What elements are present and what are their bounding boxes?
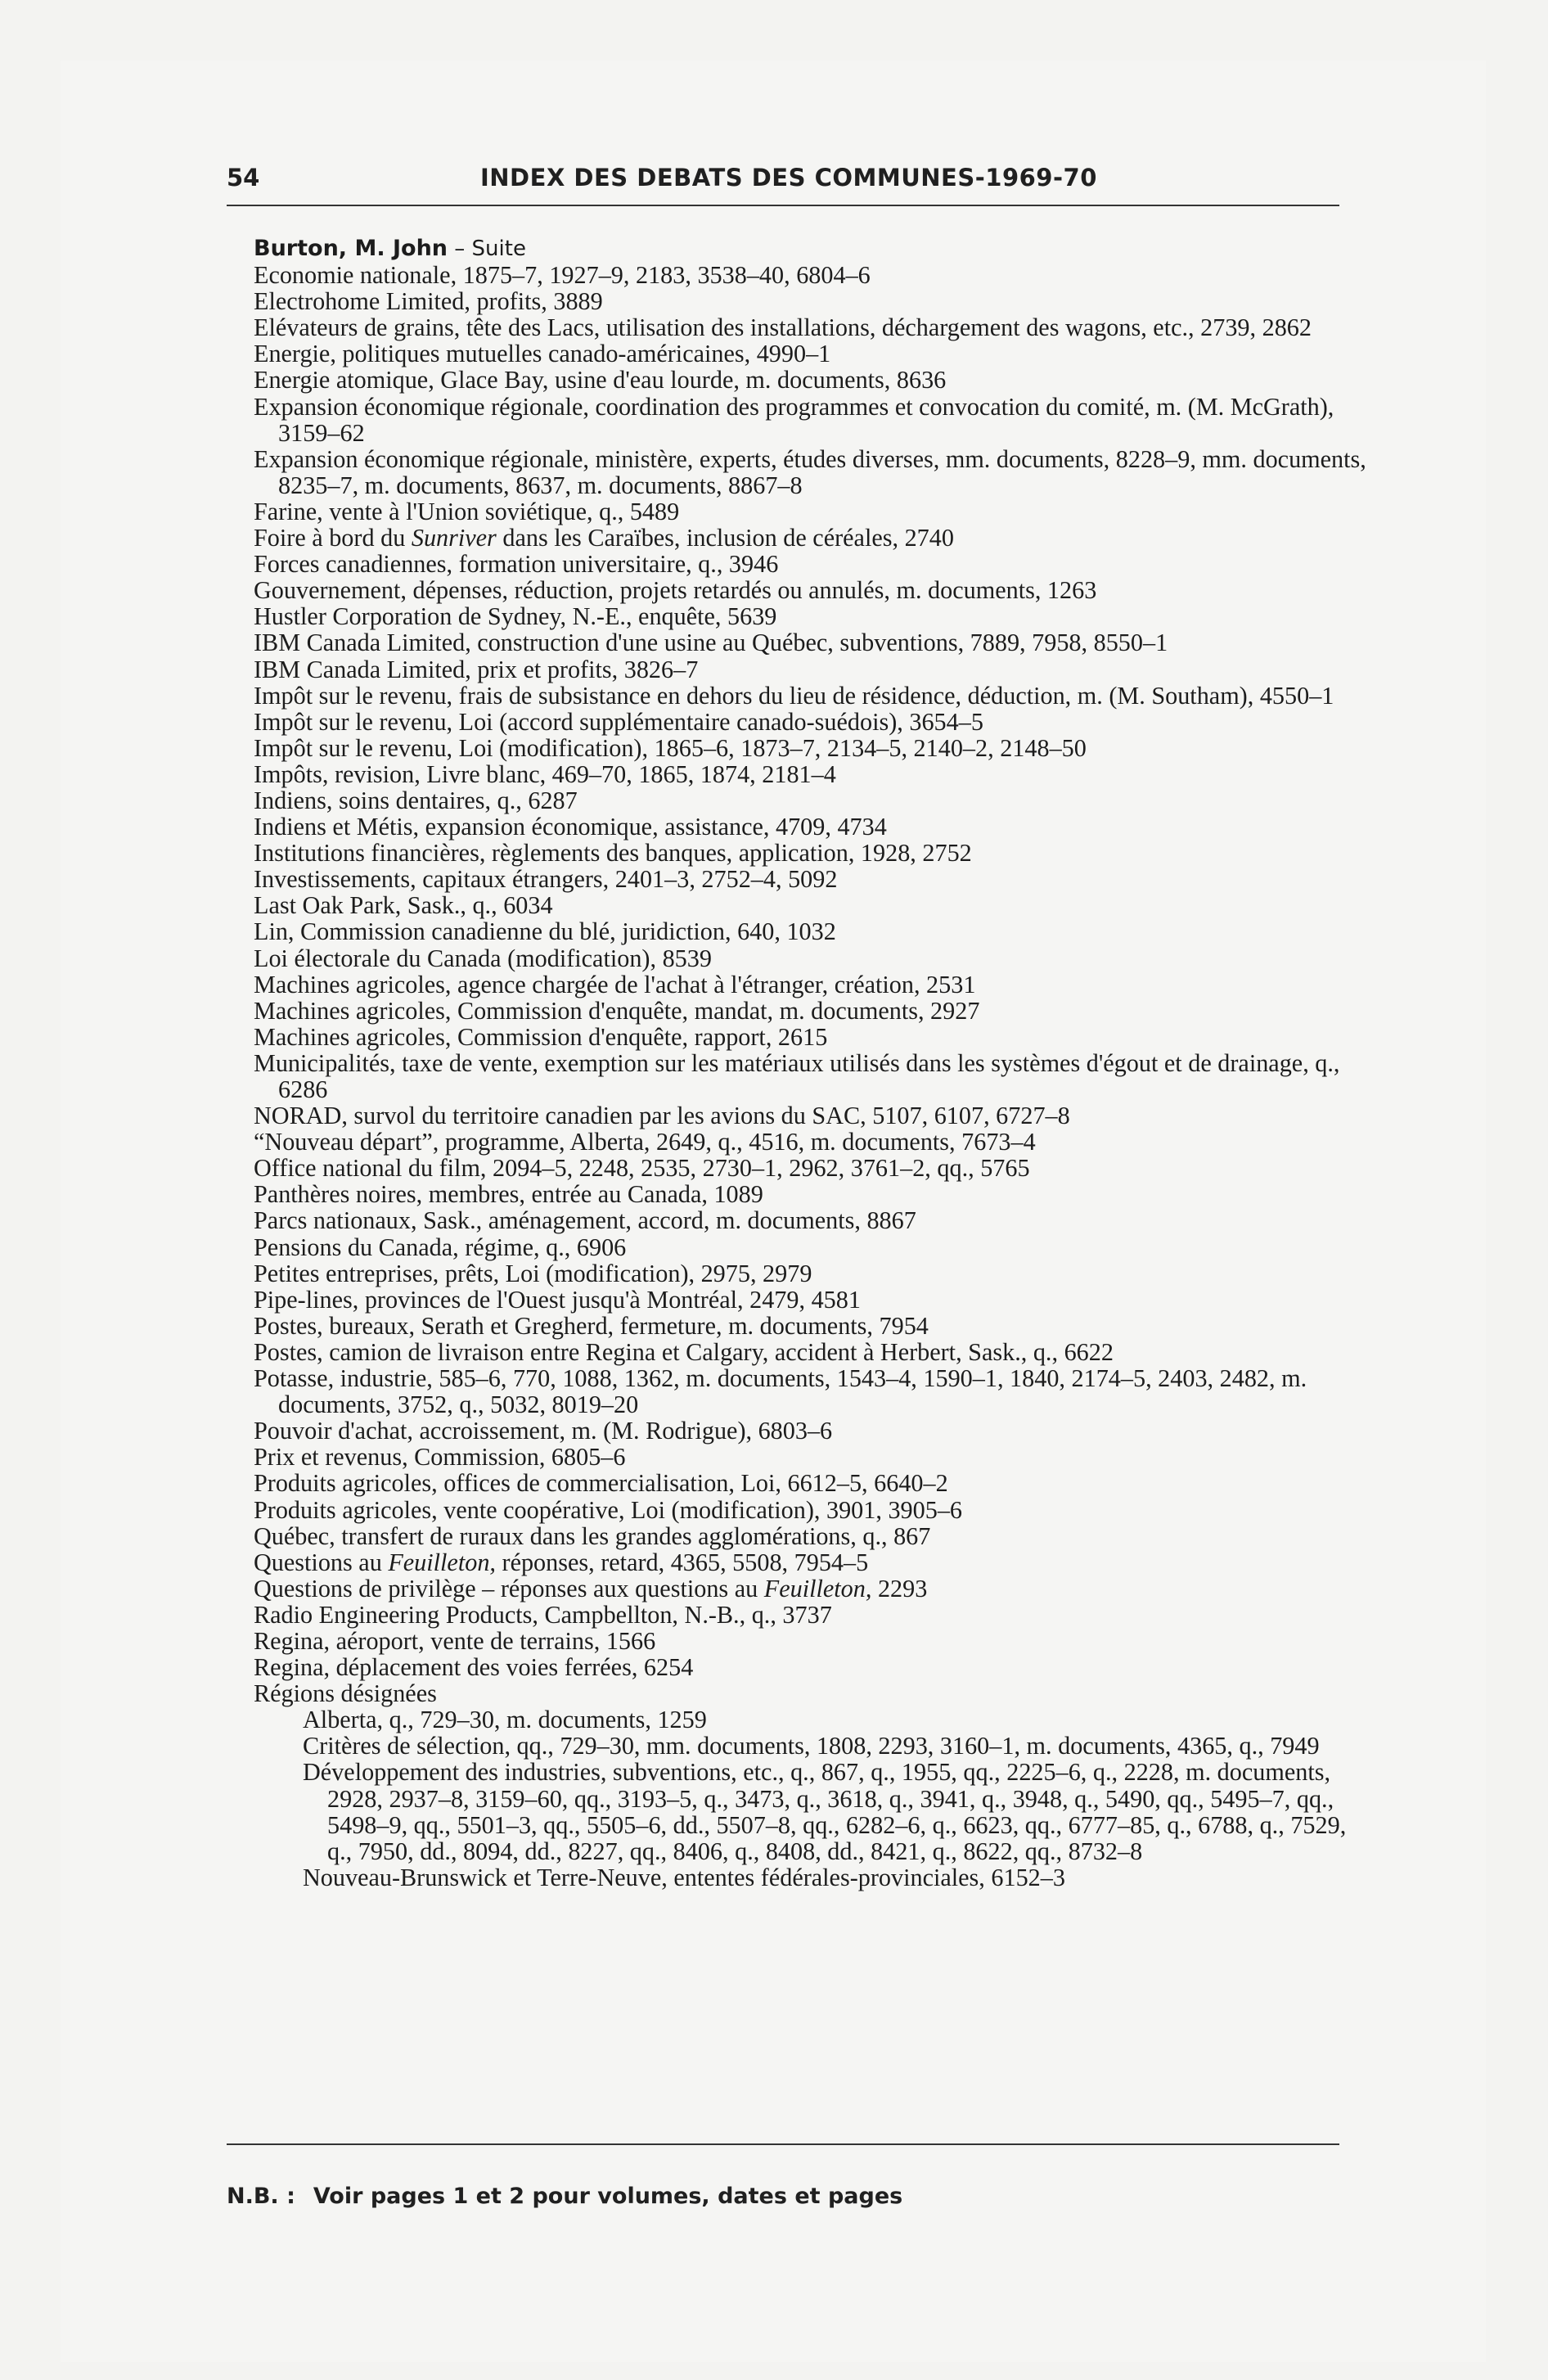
index-entry bbox=[254, 551, 1366, 577]
entry-text: Radio Engineering Products, Campbellton, N.-B., q., 3737 bbox=[254, 1600, 832, 1629]
main-heading bbox=[254, 236, 1366, 262]
index-entry bbox=[254, 1549, 1366, 1575]
entry-text: Pouvoir d'achat, accroissement, m. (M. Rodrigue), 6803–6 bbox=[254, 1417, 833, 1445]
index-entry bbox=[254, 1102, 1366, 1129]
index-entry bbox=[254, 918, 1366, 944]
index-entry bbox=[254, 866, 1366, 892]
entry-text: Indiens et Métis, expansion économique, assistance, 4709, 4734 bbox=[254, 813, 887, 841]
index-entry bbox=[254, 1234, 1366, 1260]
index-entry bbox=[254, 1024, 1366, 1050]
index-subentry bbox=[278, 1706, 1366, 1733]
entry-text: Hustler Corporation de Sydney, N.-E., enquête, 5639 bbox=[254, 602, 777, 631]
footnote-label: N.B. : bbox=[227, 2184, 295, 2209]
entry-text: Potasse, industrie, 585–6, 770, 1088, 1362, m. documents, 1543–4, 1590–1, 1840, 2174–5, 2403, 2482, m. documents, 3752, q., 5032, 8019–20 bbox=[254, 1364, 1307, 1419]
entry-text: Parcs nationaux, Sask., aménagement, accord, m. documents, 8867 bbox=[254, 1206, 916, 1235]
entry-text: Panthères noires, membres, entrée au Canada, 1089 bbox=[254, 1180, 763, 1209]
entry-text: Impôt sur le revenu, frais de subsistance en dehors du lieu de résidence, déduction, m. (M. Southam), 4550–1 bbox=[254, 681, 1334, 710]
entry-text: Régions désignées bbox=[254, 1679, 437, 1708]
index-entry bbox=[254, 629, 1366, 656]
index-entry bbox=[254, 1654, 1366, 1680]
index-entry bbox=[254, 446, 1366, 498]
entry-italic-text: Sunriver bbox=[411, 524, 497, 552]
index-entry bbox=[254, 1155, 1366, 1181]
index-entry bbox=[254, 314, 1366, 340]
entry-text: Forces canadiennes, formation universitaire, q., 3946 bbox=[254, 550, 779, 579]
index-entry bbox=[254, 1287, 1366, 1313]
entry-text: Machines agricoles, Commission d'enquête, mandat, m. documents, 2927 bbox=[254, 996, 980, 1025]
index-entry bbox=[254, 1497, 1366, 1523]
entry-text: Impôt sur le revenu, Loi (modification), 1865–6, 1873–7, 2134–5, 2140–2, 2148–50 bbox=[254, 733, 1087, 762]
entry-text: Questions de privilège – réponses aux questions au bbox=[254, 1574, 764, 1602]
footer-rule bbox=[227, 2143, 1339, 2145]
entry-text: IBM Canada Limited, construction d'une usine au Québec, subventions, 7889, 7958, 8550–1 bbox=[254, 629, 1168, 657]
entry-text: Loi électorale du Canada (modification), 8539 bbox=[254, 944, 712, 972]
entry-text: Regina, déplacement des voies ferrées, 6254 bbox=[254, 1653, 694, 1682]
index-entry bbox=[254, 761, 1366, 787]
entry-text: Gouvernement, dépenses, réduction, projets retardés ou annulés, m. documents, 1263 bbox=[254, 576, 1097, 605]
entry-text: Municipalités, taxe de vente, exemption sur les matériaux utilisés dans les systèmes d'égout et de drainage, q., 6286 bbox=[254, 1048, 1340, 1103]
index-entry bbox=[254, 1365, 1366, 1418]
entry-italic-text: Feuilleton, bbox=[388, 1548, 496, 1576]
index-entry bbox=[254, 814, 1366, 840]
index-entry bbox=[254, 525, 1366, 551]
entry-text: 2293 bbox=[871, 1574, 928, 1602]
page-number: 54 bbox=[227, 164, 260, 192]
entry-text: Pensions du Canada, régime, q., 6906 bbox=[254, 1233, 627, 1261]
index-subentry bbox=[278, 1733, 1366, 1759]
index-entry bbox=[254, 683, 1366, 709]
entry-text: Indiens, soins dentaires, q., 6287 bbox=[254, 786, 578, 814]
entry-text: Investissements, capitaux étrangers, 2401–3, 2752–4, 5092 bbox=[254, 865, 838, 894]
index-entry bbox=[254, 498, 1366, 525]
entry-text: Postes, bureaux, Serath et Gregherd, fermeture, m. documents, 7954 bbox=[254, 1311, 929, 1340]
index-entry bbox=[254, 1602, 1366, 1628]
entry-text: Expansion économique régionale, ministère, experts, études diverses, mm. documents, 8228–9, mm. documents, 8235–7, m. documents, 8637, m. documents, 8867–8 bbox=[254, 444, 1366, 499]
index-entry bbox=[254, 1444, 1366, 1470]
entry-text: Expansion économique régionale, coordination des programmes et convocation du comité, m. (M. McGrath), 3159–62 bbox=[254, 392, 1334, 447]
index-entry bbox=[254, 892, 1366, 918]
footnote bbox=[227, 2184, 1339, 2209]
entry-text: IBM Canada Limited, prix et profits, 3826–7 bbox=[254, 655, 699, 683]
index-entry bbox=[254, 971, 1366, 998]
entry-text: Questions au bbox=[254, 1548, 389, 1576]
index-entry bbox=[254, 945, 1366, 971]
entry-text: Elévateurs de grains, tête des Lacs, utilisation des installations, déchargement des wagons, etc., 2739, 2862 bbox=[254, 313, 1312, 342]
index-entry bbox=[254, 998, 1366, 1024]
header-rule bbox=[227, 205, 1339, 206]
index-subentry bbox=[278, 1864, 1366, 1891]
index-entry bbox=[254, 288, 1366, 314]
entry-text: Farine, vente à l'Union soviétique, q., 5489 bbox=[254, 497, 680, 525]
index-entry bbox=[254, 1207, 1366, 1233]
index-entry bbox=[254, 735, 1366, 761]
entry-text: Energie atomique, Glace Bay, usine d'eau lourde, m. documents, 8636 bbox=[254, 366, 947, 394]
entry-text: Impôt sur le revenu, Loi (accord supplémentaire canado-suédois), 3654–5 bbox=[254, 707, 983, 736]
entry-text: NORAD, survol du territoire canadien par les avions du SAC, 5107, 6107, 6727–8 bbox=[254, 1102, 1070, 1130]
index-entry bbox=[254, 1575, 1366, 1602]
entry-text: Développement des industries, subventions, etc., q., 867, q., 1955, qq., 2225–6, q., 2228, m. documents, 2928, 2937–8, 3159–60, qq., 3193–5, q., 3473, q., 3618, q., 3941, q., 3948, q., 5490, qq., 5495–7, qq., 5498–9, qq., 5501–3, qq., 5505–6, dd., 5507–8, qq., 6282–6, q., 6623, qq., 6777–85, q., 6788, q., 7529, q., 7950, dd., 8094, dd., 8227, qq., 8406, q., 8408, dd., 8421, q., 8622, qq., 8732–8 bbox=[303, 1758, 1347, 1865]
index-entry bbox=[254, 1339, 1366, 1365]
index-body bbox=[254, 236, 1366, 1891]
entry-text: Office national du film, 2094–5, 2248, 2535, 2730–1, 2962, 3761–2, qq., 5765 bbox=[254, 1154, 1030, 1183]
index-entry bbox=[254, 1260, 1366, 1287]
index-entry bbox=[254, 656, 1366, 683]
entry-text: Petites entreprises, prêts, Loi (modification), 2975, 2979 bbox=[254, 1259, 812, 1287]
index-entry bbox=[254, 367, 1366, 393]
index-entries bbox=[254, 262, 1366, 1891]
entry-text: Economie nationale, 1875–7, 1927–9, 2183, 3538–40, 6804–6 bbox=[254, 261, 871, 290]
index-entry bbox=[254, 787, 1366, 814]
heading-suite: – Suite bbox=[448, 237, 526, 261]
entry-text: Québec, transfert de ruraux dans les grandes agglomérations, q., 867 bbox=[254, 1521, 931, 1550]
index-entry bbox=[254, 577, 1366, 603]
index-entry bbox=[254, 1050, 1366, 1102]
index-entry bbox=[254, 1129, 1366, 1155]
entry-text: Energie, politiques mutuelles canado-américaines, 4990–1 bbox=[254, 340, 831, 368]
index-entry bbox=[254, 1680, 1366, 1706]
index-entry bbox=[254, 1523, 1366, 1549]
page-header bbox=[227, 157, 1339, 198]
index-entry bbox=[254, 1313, 1366, 1339]
entry-text: Machines agricoles, agence chargée de l'achat à l'étranger, création, 2531 bbox=[254, 970, 976, 998]
index-entry bbox=[254, 1628, 1366, 1654]
entry-text: Alberta, q., 729–30, m. documents, 1259 bbox=[303, 1706, 707, 1734]
entry-text: réponses, retard, 4365, 5508, 7954–5 bbox=[495, 1548, 869, 1576]
index-entry bbox=[254, 709, 1366, 735]
index-entry bbox=[254, 262, 1366, 288]
entry-text: Postes, camion de livraison entre Regina et Calgary, accident à Herbert, Sask., q., 6622 bbox=[254, 1337, 1114, 1366]
entry-text: Institutions financières, règlements des banques, application, 1928, 2752 bbox=[254, 839, 972, 868]
index-entry bbox=[254, 603, 1366, 629]
index-entry bbox=[254, 340, 1366, 367]
entry-text: “Nouveau départ”, programme, Alberta, 2649, q., 4516, m. documents, 7673–4 bbox=[254, 1128, 1036, 1156]
entry-text: dans les Caraïbes, inclusion de céréales, 2740 bbox=[496, 524, 954, 552]
index-entry bbox=[254, 840, 1366, 866]
entry-text: Produits agricoles, vente coopérative, Loi (modification), 3901, 3905–6 bbox=[254, 1495, 963, 1524]
index-entry bbox=[254, 1418, 1366, 1444]
entry-text: Electrohome Limited, profits, 3889 bbox=[254, 287, 603, 316]
entry-text: Lin, Commission canadienne du blé, juridiction, 640, 1032 bbox=[254, 917, 836, 946]
entry-text: Last Oak Park, Sask., q., 6034 bbox=[254, 891, 553, 920]
running-title: INDEX DES DEBATS DES COMMUNES-1969-70 bbox=[480, 164, 1097, 192]
entry-italic-text: Feuilleton, bbox=[763, 1574, 872, 1602]
index-entry bbox=[254, 394, 1366, 446]
index-entry bbox=[254, 1470, 1366, 1496]
index-entry bbox=[254, 1181, 1366, 1207]
index-subentry bbox=[278, 1759, 1366, 1864]
footnote-text: Voir pages 1 et 2 pour volumes, dates et pages bbox=[313, 2184, 903, 2209]
heading-name: Burton, M. John bbox=[254, 236, 448, 261]
entry-text: Critères de sélection, qq., 729–30, mm. documents, 1808, 2293, 3160–1, m. documents, 4365, q., 7949 bbox=[303, 1732, 1320, 1760]
entry-text: Produits agricoles, offices de commercialisation, Loi, 6612–5, 6640–2 bbox=[254, 1469, 948, 1498]
entry-text: Regina, aéroport, vente de terrains, 1566 bbox=[254, 1626, 656, 1655]
entry-text: Nouveau-Brunswick et Terre-Neuve, ententes fédérales-provinciales, 6152–3 bbox=[303, 1863, 1065, 1891]
entry-text: Foire à bord du bbox=[254, 524, 412, 552]
entry-text: Prix et revenus, Commission, 6805–6 bbox=[254, 1443, 626, 1472]
entry-text: Machines agricoles, Commission d'enquête, rapport, 2615 bbox=[254, 1022, 828, 1051]
entry-text: Impôts, revision, Livre blanc, 469–70, 1865, 1874, 2181–4 bbox=[254, 760, 836, 788]
entry-text: Pipe-lines, provinces de l'Ouest jusqu'à Montréal, 2479, 4581 bbox=[254, 1285, 861, 1314]
